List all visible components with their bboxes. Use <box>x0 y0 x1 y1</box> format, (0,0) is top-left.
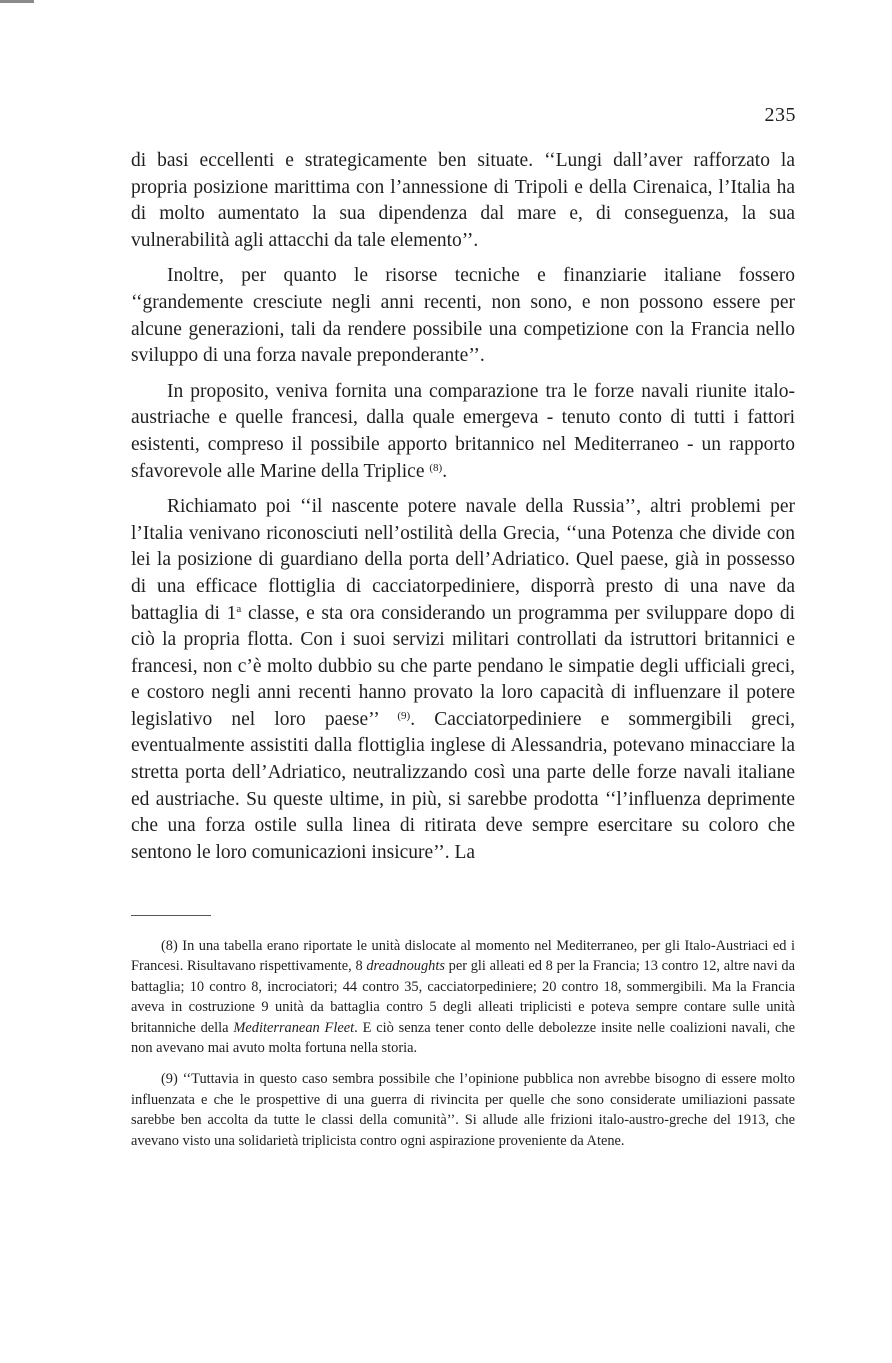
paragraph-4 <box>131 494 795 866</box>
paragraph-3-tail: . <box>442 460 448 482</box>
paragraph-4-part3: . Cacciatorpediniere e sommergibili greci, eventualmente assistiti dalla flottiglia inglese di Alessandria, potevano minacciare la stretta porta dell’Adriatico, neutralizzando così una parte delle forze navali italiane ed austriache. Su queste ultime, in più, si sarebbe prodotta ‘‘l’influenza deprimente che una forza ostile sulla linea di ritirata deve sempre esercitare su coloro che sentono le loro comunicazioni insicure’’. La <box>131 708 795 863</box>
paragraph-1 <box>131 148 795 254</box>
paragraph-2 <box>131 263 795 369</box>
footnote-9-text: (9) ‘‘Tuttavia in questo caso sembra possibile che l’opinione pubblica non avrebbe bisogno di essere molto influenzata e che le prospettive di una guerra di rivincita per quelle che sono considerate umiliazioni passate sarebbe ben accolta da tutte le classi della comunità’’. Si allude alle frizioni italo-austro-greche del 1913, che avevano visto una solidarietà triplicista contro ogni aspirazione proveniente da Atene. <box>131 1071 795 1149</box>
page-number: 235 <box>764 104 796 126</box>
footnote-8-term-fleet: Mediterranean Fleet <box>233 1019 355 1036</box>
body-text <box>131 148 795 875</box>
paragraph-2-text: Inoltre, per quanto le risorse tecniche e finanziarie italiane fossero ‘‘grandemente cresciute negli anni recenti, non sono, e non possono essere per alcune generazioni, tali da rendere possibile una competizione con la Francia nello sviluppo di una forza navale preponderante’’. <box>131 265 795 367</box>
footnote-separator <box>131 915 211 916</box>
footnote-9 <box>131 1069 795 1151</box>
paragraph-1-text: di basi eccellenti e strategicamente ben situate. ‘‘Lungi dall’aver rafforzato la propria posizione marittima con l’annessione di Tripoli e della Cirenaica, l’Italia ha di molto aumentato la sua dipendenza dal mare e, di conseguenza, la sua vulnerabilità agli attacchi da tale elemento’’. <box>131 150 795 251</box>
footnote-ref-9: (9) <box>397 709 411 722</box>
paragraph-4-part2: classe, e sta ora considerando un programma per sviluppare dopo di ciò la propria flotta. Con i suoi servizi militari controllati da istruttori britannici e francesi, non c’è molto dubbio su che parte pendano le simpatie degli ufficiali greci, e costoro negli anni recenti hanno provato la loro capacità di influenzare il potere legislativo nel loro paese’’ <box>131 602 795 730</box>
footnote-8-text-a: (8) In una tabella erano riportate le unità dislocate al momento nel Mediterraneo, per gli Italo-Austriaci ed i Francesi. Risultavano rispettivamente, 8 <box>131 938 795 975</box>
footnote-8 <box>131 936 795 1058</box>
footnote-8-text-c: per gli alleati ed 8 per la Francia; 13 contro 12, altre navi da battaglia; 10 contro 8, incrociatori; 44 contro 35, cacciatorpediniere; 20 contro 18, sommergibili. Ma la Francia aveva in costruzione 9 unità da battaglia contro 5 degli alleati triplicisti e poteva sempre contare sulle unità britanniche della <box>131 958 795 1036</box>
scan-corner-mark <box>0 0 34 3</box>
footnote-8-term-dreadnoughts: dreadnoughts <box>366 958 445 975</box>
footnotes <box>131 936 795 1162</box>
footnote-8-text-e: . E ciò senza tener conto delle debolezze insite nelle coalizioni navali, che non avevano mai avuto molta fortuna nella storia. <box>131 1019 795 1057</box>
paragraph-4-part1: Richiamato poi ‘‘il nascente potere navale della Russia’’, altri problemi per l’Italia venivano riconosciuti nell’ostilità della Grecia, ‘‘una Potenza che divide con lei la posizione di guardiano della porta dell’Adriatico. Quel paese, già in possesso di una efficace flottiglia di cacciatorpediniere, disporrà presto di una nave da battaglia di 1 <box>131 496 795 624</box>
ordinal-superscript: a <box>236 602 242 615</box>
paragraph-3 <box>131 379 795 485</box>
paragraph-3-text: In proposito, veniva fornita una comparazione tra le forze navali riunite italo-austriache e quelle francesi, dalla quale emergeva - tenuto conto di tutti i fattori esistenti, compreso il possibile apporto britannico nel Mediterraneo - un rapporto sfavorevole alle Marine della Triplice <box>131 380 795 482</box>
footnote-ref-8: (8) <box>429 461 443 474</box>
